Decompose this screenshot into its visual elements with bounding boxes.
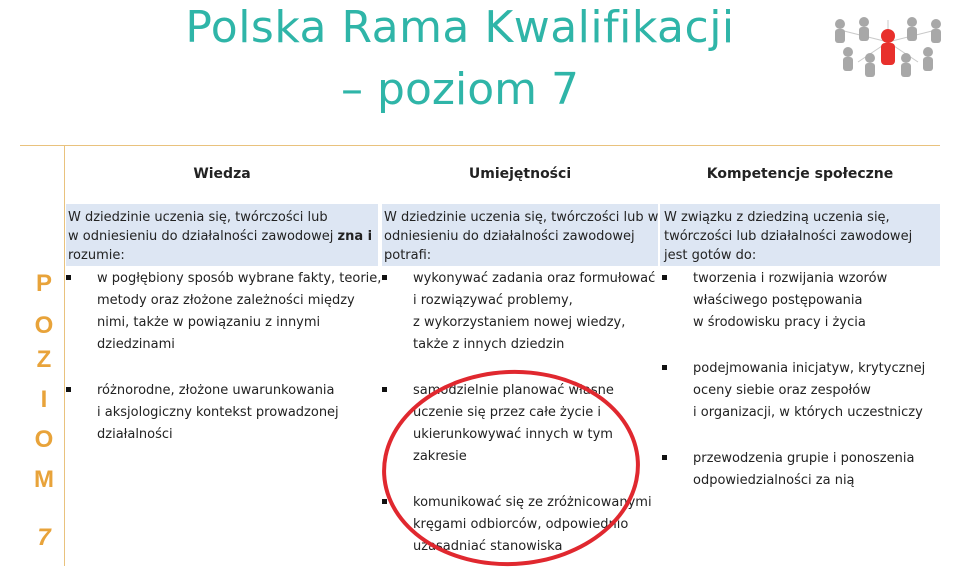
- intro-text: W dziedzinie uczenia się, twórczości lub: [68, 210, 328, 225]
- list-item-text: komunikować się ze zróżnicowanymi: [413, 495, 652, 510]
- intro-wiedza: [68, 208, 378, 265]
- side-letter: O: [34, 312, 54, 339]
- intro-text-bold: zna i: [337, 229, 373, 244]
- list-item-text: i rozwiązywać problemy,: [413, 293, 573, 308]
- header-kompetencje: Kompetencje społeczne: [706, 166, 894, 182]
- list-item-text: z wykorzystaniem nowej wiedzy,: [413, 315, 626, 330]
- header-umiejetnosci: Umiejętności: [468, 166, 572, 182]
- side-label-poziom-7: [22, 268, 66, 568]
- list-item: [382, 268, 662, 356]
- list-item: [66, 268, 382, 356]
- intro-text: odniesieniu do działalności zawodowej: [384, 229, 635, 244]
- list-item-text: właściwego postępowania: [693, 293, 863, 308]
- list-item-text: uzasadniać stanowiska: [413, 539, 563, 554]
- bullet-icon: [382, 387, 387, 392]
- side-letter: P: [35, 270, 52, 297]
- list-item: [662, 448, 952, 492]
- intro-umiejetnosci: [384, 208, 660, 265]
- list-item-text: metody oraz złożone zależności między: [97, 293, 355, 308]
- bullet-icon: [66, 275, 71, 280]
- list-item-text: nimi, także w powiązaniu z innymi: [97, 315, 321, 330]
- list-item-text: zakresie: [413, 449, 467, 464]
- list-item-text: i organizacji, w których uczestniczy: [693, 405, 923, 420]
- list-item-text: oceny siebie oraz zespołów: [693, 383, 871, 398]
- side-letter: 7: [37, 524, 51, 551]
- list-item-text: wykonywać zadania oraz formułować: [413, 271, 656, 286]
- list-item-text: ukierunkowywać innych w tym: [413, 427, 613, 442]
- side-letter: I: [40, 386, 48, 413]
- list-item-text: samodzielnie planować własne: [413, 383, 614, 398]
- intro-text: [68, 227, 378, 246]
- list-item-text: przewodzenia grupie i ponoszenia: [693, 451, 915, 466]
- list-item-text: tworzenia i rozwijania wzorów: [693, 271, 888, 286]
- kompetencje-list: [662, 268, 952, 492]
- side-letter: O: [34, 426, 54, 453]
- intro-text: W dziedzinie uczenia się, twórczości lub w: [384, 210, 659, 225]
- bullet-icon: [662, 275, 667, 280]
- table-top-border: [20, 145, 940, 146]
- list-item-text: w pogłębiony sposób wybrane fakty, teorie,: [97, 271, 382, 286]
- page-subtitle: – poziom 7: [341, 64, 579, 115]
- list-item-text: podejmowania inicjatyw, krytycznej: [693, 361, 926, 376]
- header-wiedza: Wiedza: [193, 166, 251, 182]
- intro-text: potrafi:: [384, 248, 432, 263]
- intro-text-part: w odniesieniu do działalności zawodowej: [68, 229, 338, 244]
- list-item-text: działalności: [97, 427, 173, 442]
- list-item-text: i aksjologiczny kontekst prowadzonej: [97, 405, 339, 420]
- bullet-icon: [662, 455, 667, 460]
- bullet-icon: [382, 275, 387, 280]
- bullet-icon: [66, 387, 71, 392]
- list-item-text: uczenie się przez całe życie i: [413, 405, 602, 420]
- list-item-text: w środowisku pracy i życia: [693, 315, 866, 330]
- intro-text: twórczości lub działalności zawodowej: [664, 229, 913, 244]
- page-title: Polska Rama Kwalifikacji: [185, 2, 735, 53]
- bullet-icon: [382, 499, 387, 504]
- list-item-text: dziedzinami: [97, 337, 175, 352]
- list-item-text: różnorodne, złożone uwarunkowania: [97, 383, 335, 398]
- intro-text: rozumie:: [68, 248, 125, 263]
- list-item: [662, 268, 952, 334]
- bullet-icon: [662, 365, 667, 370]
- list-item-text: odpowiedzialności za nią: [693, 473, 855, 488]
- intro-text: W związku z dziedziną uczenia się,: [664, 210, 890, 225]
- side-letter: M: [34, 466, 54, 493]
- intro-text: jest gotów do:: [664, 248, 757, 263]
- side-letter: Z: [36, 346, 52, 373]
- intro-kompetencje: [664, 208, 940, 265]
- list-item: [662, 358, 952, 424]
- list-item-text: kręgami odbiorców, odpowiednio: [413, 517, 629, 532]
- people-network-icon: [818, 12, 958, 82]
- wiedza-list: [66, 268, 382, 446]
- list-item-text: także z innych dziedzin: [413, 337, 565, 352]
- list-item: [66, 380, 382, 446]
